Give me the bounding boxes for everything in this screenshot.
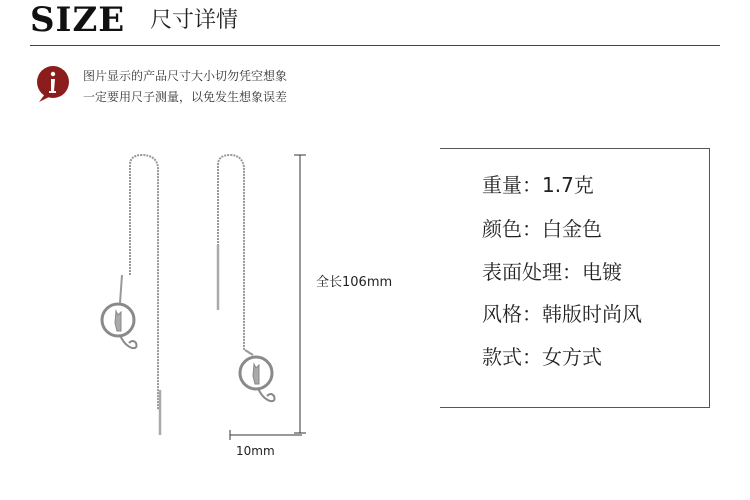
spec-label: 颜色： — [482, 217, 542, 241]
spec-value: 韩版时尚风 — [542, 302, 642, 326]
earring-illustration — [90, 145, 420, 470]
spec-value: 1.7克 — [542, 173, 594, 197]
width-dimension-line — [230, 430, 302, 440]
spec-label: 重量： — [482, 173, 542, 197]
right-earring — [218, 155, 275, 401]
spec-value: 白金色 — [542, 217, 602, 241]
size-title: SIZE — [30, 0, 126, 40]
width-label: 10mm — [236, 444, 275, 458]
header-divider — [30, 45, 720, 46]
info-icon — [33, 64, 73, 104]
spec-value: 女方式 — [542, 345, 602, 369]
total-length-label: 全长106mm — [316, 275, 393, 290]
spec-value: 电镀 — [582, 260, 622, 284]
spec-label: 表面处理： — [482, 260, 582, 284]
notice-line-2: 一定要用尺子测量，以免发生想象误差 — [83, 90, 288, 104]
notice-line-1: 图片显示的产品尺寸大小切勿凭空想象 — [83, 69, 288, 83]
spec-weight — [482, 173, 594, 197]
spec-label: 风格： — [482, 302, 542, 326]
spec-style — [482, 302, 642, 326]
spec-type — [482, 345, 602, 369]
spec-finish — [482, 260, 622, 284]
left-earring — [102, 155, 160, 435]
spec-color — [482, 217, 602, 241]
length-dimension-line — [294, 155, 306, 433]
spec-label: 款式： — [482, 345, 542, 369]
size-details-title: 尺寸详情 — [150, 8, 239, 33]
